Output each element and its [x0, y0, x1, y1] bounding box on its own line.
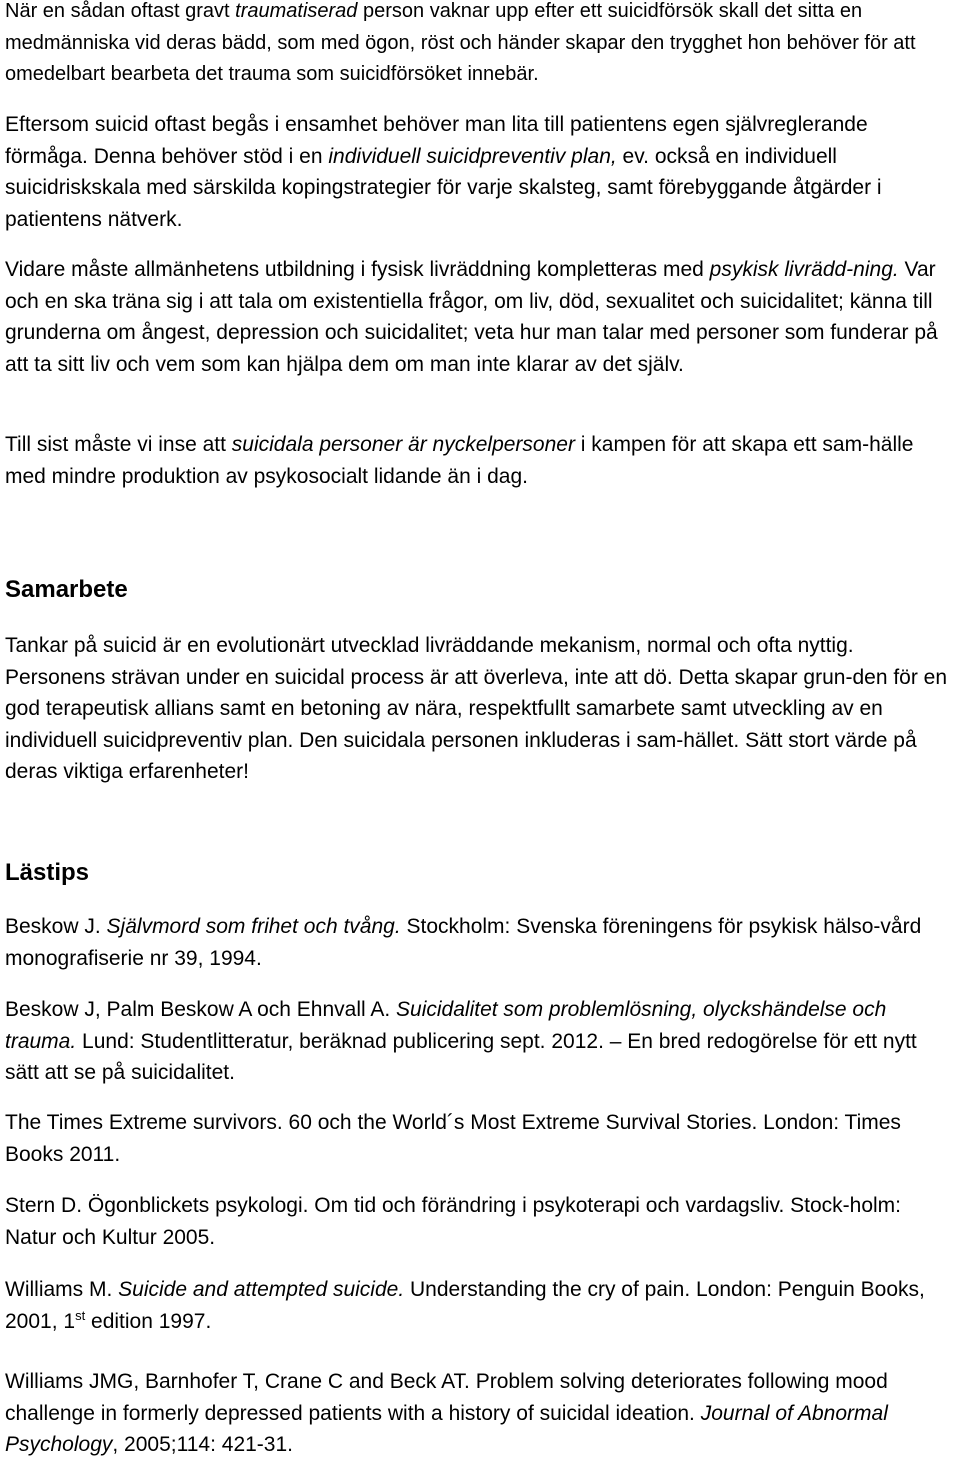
italic-run: Journal of Abnormal Psychology	[5, 1401, 888, 1456]
reference-item	[5, 911, 955, 974]
reference-item	[5, 1190, 955, 1253]
italic-run: psykisk livrädd-ning.	[709, 258, 899, 281]
section-heading-samarbete: Samarbete	[5, 576, 128, 603]
reference-item	[5, 994, 955, 1089]
text-run: edition 1997.	[85, 1309, 212, 1333]
paragraph-self-regulation	[5, 109, 955, 235]
italic-run: individuell suicidpreventiv plan,	[328, 144, 617, 168]
italic-run: Självmord som frihet och tvång.	[106, 915, 401, 938]
text-run: person vaknar upp efter ett suicidförsök skall det sitta en medmänniska vid deras bädd, som med ögon, röst och händer skapar den trygghet hon behöver för att omedelbart bearbeta det trauma som suicidförsöket innebär.	[5, 0, 916, 85]
text-run: Understanding the cry of pain. London: Penguin Books, 2001, 1	[5, 1278, 925, 1333]
text-run: Var och en ska träna sig i att tala om existentiella frågor, om liv, död, sexualitet och suicidalitet; känna till grunderna om ångest, depression och suicidalitet; veta hur man talar med personer som funderar på att ta sitt liv och vem som kan hjälpa dem om man inte klarar av det själv.	[5, 258, 938, 376]
section-heading-lastips: Lästips	[5, 859, 90, 886]
italic-run: Suicidalitet som problemlösning, olyckshändelse och trauma.	[5, 998, 887, 1053]
text-run: ev. också en individuell suicidriskskala med särskilda kopingstrategier för varje skalsteg, samt förebyggande åtgärder i patientens nätverk.	[5, 144, 882, 231]
paragraph-key-persons	[5, 429, 955, 492]
text-run: Lund: Studentlitteratur, beräknad publicering sept. 2012. – En bred redogörelse för ett nytt sätt att se på suicidalitet.	[5, 1029, 917, 1084]
italic-run: traumatiserad	[235, 0, 358, 22]
text-run: , 2005;114: 421-31.	[112, 1433, 293, 1456]
text-run: Stern D. Ögonblickets psykologi. Om tid och förändring i psykoterapi och vardagsliv. Stock-holm: Natur och Kultur 2005.	[5, 1194, 902, 1249]
text-run: När en sådan oftast gravt	[5, 0, 236, 22]
paragraph-samarbete: Tankar på suicid är en evolutionärt utvecklad livräddande mekanism, normal och ofta nyttig. Personens strävan under en suicidal process är att överleva, inte att dö. Detta skapar grun-den för en god terapeutisk allians samt en betoning av nära, respektfullt samarbete samt utveckling av en individuell suicidpreventiv plan. Den suicidala personen inkluderas i sam-hället. Sätt stort värde på deras viktiga erfarenheter!	[5, 634, 948, 783]
text-run: Vidare måste allmänhetens utbildning i fysisk livräddning kompletteras med	[5, 258, 710, 281]
text-run: Beskow J, Palm Beskow A och Ehnvall A.	[5, 998, 397, 1021]
italic-run: Suicide and attempted suicide.	[118, 1278, 405, 1301]
text-run: Stockholm: Svenska föreningens för psykisk hälso-vård monografiserie nr 39, 1994.	[5, 915, 922, 970]
text-run: Eftersom suicid oftast begås i ensamhet behöver man lita till patientens egen självreglerande förmåga. Denna behöver stöd i en	[5, 113, 868, 168]
text-run: Williams M.	[5, 1278, 119, 1301]
italic-run: suicidala personer är nyckelpersoner	[231, 433, 575, 456]
text-run: i kampen för att skapa ett sam-hälle med mindre produktion av psykosocialt lidande än i dag.	[5, 433, 914, 488]
text-run: The Times Extreme survivors. 60 och the World´s Most Extreme Survival Stories. London: Times Books 2011.	[5, 1111, 901, 1166]
reference-item	[5, 1107, 955, 1170]
superscript: st	[75, 1307, 86, 1323]
text-run: Beskow J.	[5, 915, 107, 938]
text-run: Williams JMG, Barnhofer T, Crane C and Beck AT. Problem solving deteriorates following mood challenge in formerly depressed patients with a history of suicidal ideation.	[5, 1370, 888, 1425]
paragraph-trauma	[5, 0, 955, 91]
reference-item	[5, 1274, 955, 1337]
text-run: Till sist måste vi inse att	[5, 433, 232, 456]
reference-item	[5, 1366, 955, 1461]
paragraph-education	[5, 254, 955, 380]
